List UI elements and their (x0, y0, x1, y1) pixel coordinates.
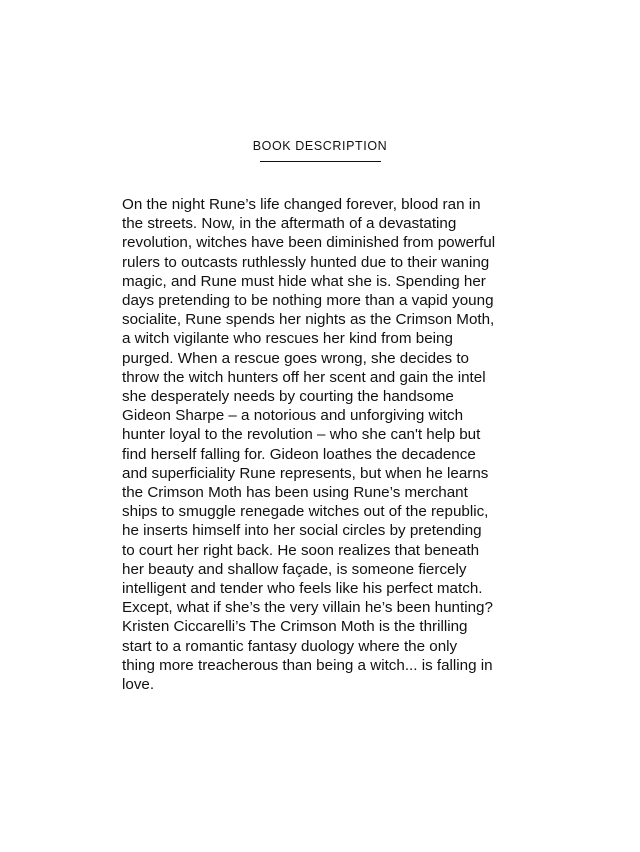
book-description-text: On the night Rune’s life changed forever, blood ran in the streets. Now, in the aftermath of a devastating revolution, witches have been diminished from powerful rulers to outcasts ruthlessly hunted due to their waning magic, and Rune must hide what she is. Spending her days pretending to be nothing more than a vapid young socialite, Rune spends her nights as the Crimson Moth, a witch vigilante who rescues her kind from being purged. When a rescue goes wrong, she decides to throw the witch hunters off her scent and gain the intel she desperately needs by courting the handsome Gideon Sharpe – a notorious and unforgiving witch hunter loyal to the revolution – who she can't help but find herself falling for. Gideon loathes the decadence and superficiality Rune represents, but when he learns the Crimson Moth has been using Rune’s merchant ships to smuggle renegade witches out of the republic, he inserts himself into her social circles by pretending to court her right back. He soon realizes that beneath her beauty and shallow façade, is someone fiercely intelligent and tender who feels like his perfect match. Except, what if she’s the very villain he’s been hunting? Kristen Ciccarelli’s The Crimson Moth is the thrilling start to a romantic fantasy duology where the only thing more treacherous than being a witch... is falling in love. (122, 196, 496, 694)
section-header (0, 137, 640, 155)
heading-underline (260, 161, 381, 162)
section-heading: BOOK DESCRIPTION (252, 139, 388, 153)
